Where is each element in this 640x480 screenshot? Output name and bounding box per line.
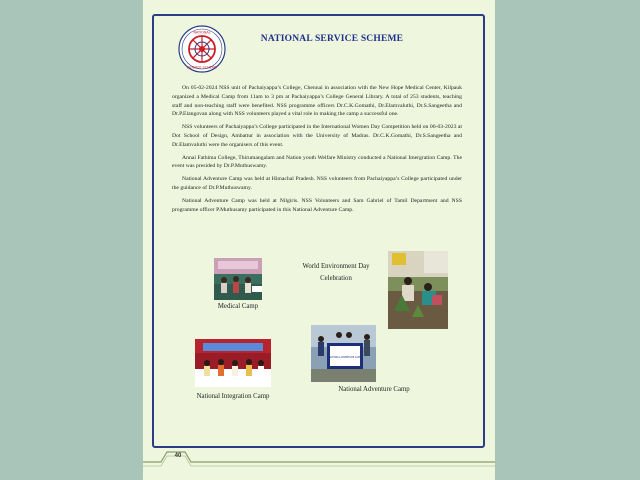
caption-world-env-line1: World Environment Day [302,263,370,270]
caption-world-env-line2: Celebration [320,275,352,282]
medical-camp-photo [214,258,262,300]
page-number: 40 [174,453,182,459]
logo-text-bottom: SERVICE SCHEME [187,65,217,70]
nss-logo-icon [178,25,226,73]
caption-national-integration-camp: National Integration Camp [196,393,270,400]
paragraph-women-day: NSS volunteers of Pachaiyappa’s College participated in the International Women Day Competition held on 06-03-2023 at Dot School of Design, Ambattur in association with the University of Madras. Dr.C.K.Gomathi, Dr.S.Sangeetha and Dr.Elamvaluthi were the organisers of this event. [172,124,462,148]
adventure-banner-text: NATIONAL ADVENTURE CAMP [328,356,362,359]
page-title: NATIONAL SERVICE SCHEME [260,34,404,44]
caption-national-adventure-camp: National Adventure Camp [338,386,410,393]
caption-medical-camp: Medical Camp [217,303,259,310]
caption-world-environment-day [290,262,382,283]
paragraph-nilgiris-camp: National Adventure Camp was held at Nilgiris. NSS Volunteers and Sam Gabriel of Tamil Department and NSS programme officer P.Muthusamy participated in this National Adventure Camp. [172,197,462,213]
national-adventure-camp-photo [311,325,376,382]
paragraph-integration-camp: Annai Fathima College, Thirumangalam and Nation youth Welfare Ministry conducted a National Imergration Camp. The event was presided by Dr.P.Muthuswamy. [172,154,462,170]
paragraph-himachal-camp: National Adventure Camp was held at Himachal Pradesh. NSS volunteers from Pachaiyappa’s College participated under the guidance of Dr.P.Muthuswamy. [172,176,462,191]
world-environment-day-photo [388,251,448,329]
logo-text-top: NATIONAL [193,30,211,35]
national-integration-camp-photo [195,339,271,387]
paragraph-medical-camp: On 05-02-2024 NSS unit of Pachaiyappa’s College, Chennai in association with the New Hope Medical Center, Kilpauk organized a Medical Camp from 11am to 3 pm at Pachaiyappa’s College General Library. A total of 253 students, teaching staff and non-teaching staff were benefited. NSS programme officers Dr.C.K.Gomathi, Dr.Elamvaluthi, Dr.S.Sangeetha and Dr.P.Elangovan along with NSS volunteers played a vital role in making the camp a successful one. [172,85,462,118]
page-footer-decoration [143,448,495,480]
body-text [172,84,462,218]
